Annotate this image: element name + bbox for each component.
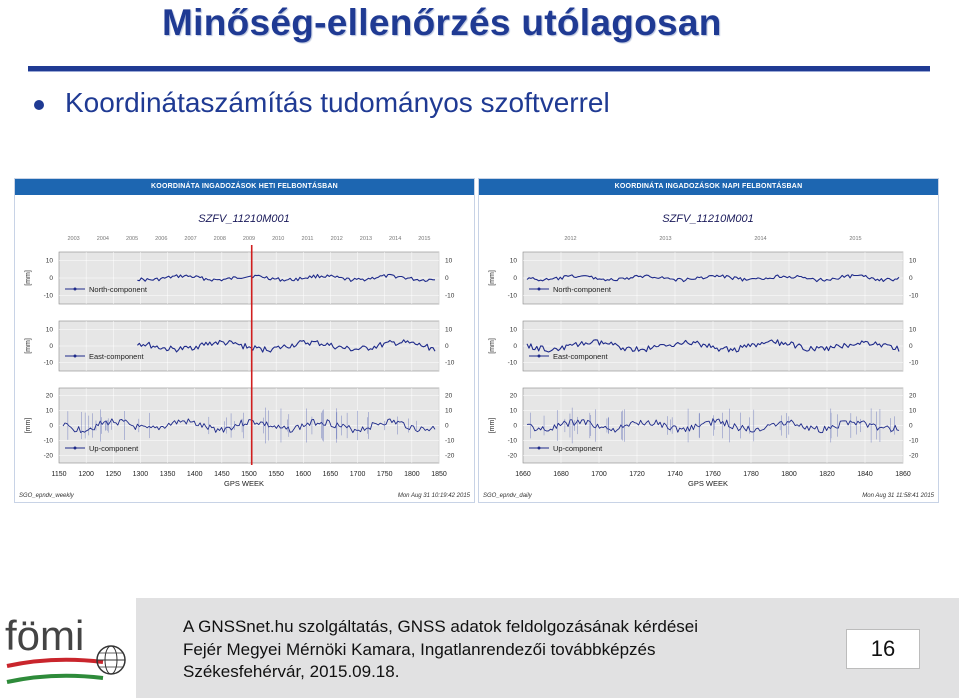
y-tick-label: -10 (507, 292, 517, 300)
x-tick-label: 1700 (349, 471, 366, 478)
x-tick-label: 1250 (105, 471, 122, 478)
year-label: 2012 (564, 236, 577, 242)
y-tick-label: -10 (909, 437, 919, 445)
year-label: 2013 (659, 236, 672, 242)
legend-marker (538, 447, 541, 450)
x-tick-label: 1400 (186, 471, 203, 478)
year-label: 2013 (359, 236, 373, 242)
legend-label: Up-component (553, 444, 603, 453)
footer-line-3: Székesfehérvár, 2015.09.18. (183, 662, 400, 681)
x-tick-label: 1740 (667, 471, 683, 478)
source-label: SGO_epndv_weekly (19, 493, 74, 499)
y-axis-label: [mm] (25, 417, 32, 434)
station-title: SZFV_11210M001 (198, 213, 290, 225)
footer-line-2: Fejér Megyei Mérnöki Kamara, Ingatlanrendezői továbbképzés (183, 640, 656, 659)
x-tick-label: 1780 (743, 471, 759, 478)
daily-timeseries-chart (479, 195, 938, 502)
y-axis-label: [mm] (489, 338, 496, 354)
legend-label: Up-component (89, 444, 139, 453)
y-tick-label: 10 (45, 326, 53, 334)
logo-text: fömi (5, 612, 85, 659)
title-underline-thin (28, 71, 930, 72)
y-tick-label: 10 (909, 257, 917, 265)
y-tick-label: 10 (909, 326, 917, 334)
y-tick-label: 20 (445, 392, 453, 400)
y-tick-label: 0 (445, 343, 449, 350)
year-label: 2011 (301, 236, 314, 242)
x-tick-label: 1200 (78, 471, 94, 478)
y-tick-label: 0 (513, 422, 517, 430)
x-tick-label: 1800 (404, 471, 420, 478)
year-label: 2014 (389, 236, 402, 242)
y-tick-label: 20 (45, 392, 53, 400)
year-label: 2007 (184, 236, 197, 242)
daily-chart-panel (478, 178, 939, 503)
timestamp-label: Mon Aug 31 11:58:41 2015 (862, 493, 934, 499)
x-tick-label: 1150 (51, 471, 67, 478)
x-tick-label: 1550 (268, 471, 284, 478)
legend-label: North-component (89, 285, 147, 294)
source-label: SGO_epndv_daily (483, 493, 532, 499)
globe-icon (97, 646, 125, 674)
y-tick-label: 10 (45, 407, 53, 415)
page-number: 16 (846, 629, 920, 669)
y-tick-label: 0 (49, 422, 53, 430)
legend-marker (74, 355, 77, 358)
year-label: 2003 (67, 236, 80, 242)
fomi-logo (3, 604, 131, 694)
footer-line-1: A GNSSnet.hu szolgáltatás, GNSS adatok feldolgozásának kérdései (183, 617, 699, 636)
year-label: 2008 (213, 236, 226, 242)
x-tick-label: 1350 (159, 471, 176, 478)
y-tick-label: 0 (513, 275, 517, 282)
weekly-chart-panel (14, 178, 475, 503)
y-axis-label: [mm] (489, 270, 496, 286)
y-tick-label: 10 (445, 257, 453, 265)
y-tick-label: 0 (909, 275, 913, 282)
y-tick-label: 10 (509, 407, 517, 415)
slide-title: Minőség-ellenőrzés utólagosan (162, 2, 722, 43)
legend-marker (74, 288, 77, 291)
y-tick-label: 20 (909, 392, 917, 400)
year-label: 2010 (272, 236, 285, 242)
y-tick-label: 10 (509, 326, 517, 334)
x-tick-label: 1650 (322, 471, 339, 478)
y-tick-label: -10 (909, 292, 919, 300)
y-tick-label: 0 (909, 343, 913, 350)
x-tick-label: 1450 (214, 471, 230, 478)
y-tick-label: -10 (43, 359, 53, 367)
timestamp-label: Mon Aug 31 10:19:42 2015 (397, 493, 470, 499)
y-tick-label: 10 (445, 326, 453, 334)
x-tick-label: 1800 (781, 471, 797, 478)
y-tick-label: 10 (45, 257, 53, 265)
x-axis-label: GPS WEEK (687, 479, 729, 488)
y-tick-label: -10 (445, 359, 455, 367)
y-tick-label: 0 (909, 422, 913, 430)
year-label: 2014 (754, 236, 767, 242)
legend-label: North-component (553, 285, 611, 294)
y-tick-label: -20 (507, 452, 517, 460)
y-tick-label: 0 (445, 275, 449, 282)
y-tick-label: -10 (445, 437, 455, 445)
legend-marker (74, 447, 77, 450)
panel-header: KOORDINÁTA INGADOZÁSOK HETI FELBONTÁSBAN (15, 179, 474, 195)
x-tick-label: 1660 (515, 471, 531, 478)
y-tick-label: 0 (49, 343, 53, 350)
panel-header: KOORDINÁTA INGADOZÁSOK NAPI FELBONTÁSBAN (479, 179, 938, 195)
legend-marker (538, 288, 541, 291)
year-label: 2005 (125, 236, 139, 242)
legend-label: East-component (89, 352, 144, 361)
year-label: 2004 (96, 236, 109, 242)
year-label: 2015 (418, 236, 431, 242)
x-tick-label: 1760 (705, 471, 721, 478)
weekly-timeseries-chart (15, 195, 474, 502)
x-tick-label: 1860 (895, 471, 911, 478)
y-tick-label: -10 (507, 359, 517, 367)
bullet-text: Koordinátaszámítás tudományos szoftverrel (65, 87, 610, 118)
y-tick-label: -10 (507, 437, 517, 445)
x-axis-label: GPS WEEK (223, 479, 265, 488)
legend-marker (538, 355, 541, 358)
x-tick-label: 1840 (857, 471, 873, 478)
y-tick-label: 0 (49, 275, 53, 282)
y-tick-label: -10 (909, 359, 919, 367)
y-tick-label: 10 (445, 407, 453, 415)
x-tick-label: 1720 (629, 471, 645, 478)
bullet-icon (34, 100, 44, 110)
x-tick-label: 1300 (132, 471, 149, 478)
year-label: 2009 (242, 236, 256, 242)
y-axis-label: [mm] (489, 417, 496, 434)
x-tick-label: 1680 (553, 471, 569, 478)
year-label: 2006 (155, 236, 168, 242)
legend-label: East-component (553, 352, 608, 361)
y-tick-label: -10 (445, 292, 455, 300)
x-tick-label: 1700 (591, 471, 607, 478)
y-tick-label: -20 (43, 452, 53, 460)
x-tick-label: 1820 (819, 471, 835, 478)
x-tick-label: 1750 (376, 471, 393, 478)
y-tick-label: 0 (513, 343, 517, 350)
y-tick-label: 20 (509, 392, 517, 400)
x-tick-label: 1600 (295, 471, 312, 478)
y-tick-label: -20 (445, 452, 455, 460)
y-tick-label: 10 (509, 257, 517, 265)
year-label: 2012 (330, 236, 343, 242)
x-tick-label: 1500 (241, 471, 257, 478)
y-axis-label: [mm] (25, 270, 32, 286)
y-axis-label: [mm] (25, 338, 32, 354)
x-tick-label: 1850 (431, 471, 447, 478)
station-title: SZFV_11210M001 (662, 213, 754, 225)
y-tick-label: 0 (445, 422, 449, 430)
y-tick-label: -20 (909, 452, 919, 460)
year-label: 2015 (849, 236, 862, 242)
y-tick-label: -10 (43, 437, 53, 445)
y-tick-label: -10 (43, 292, 53, 300)
y-tick-label: 10 (909, 407, 917, 415)
